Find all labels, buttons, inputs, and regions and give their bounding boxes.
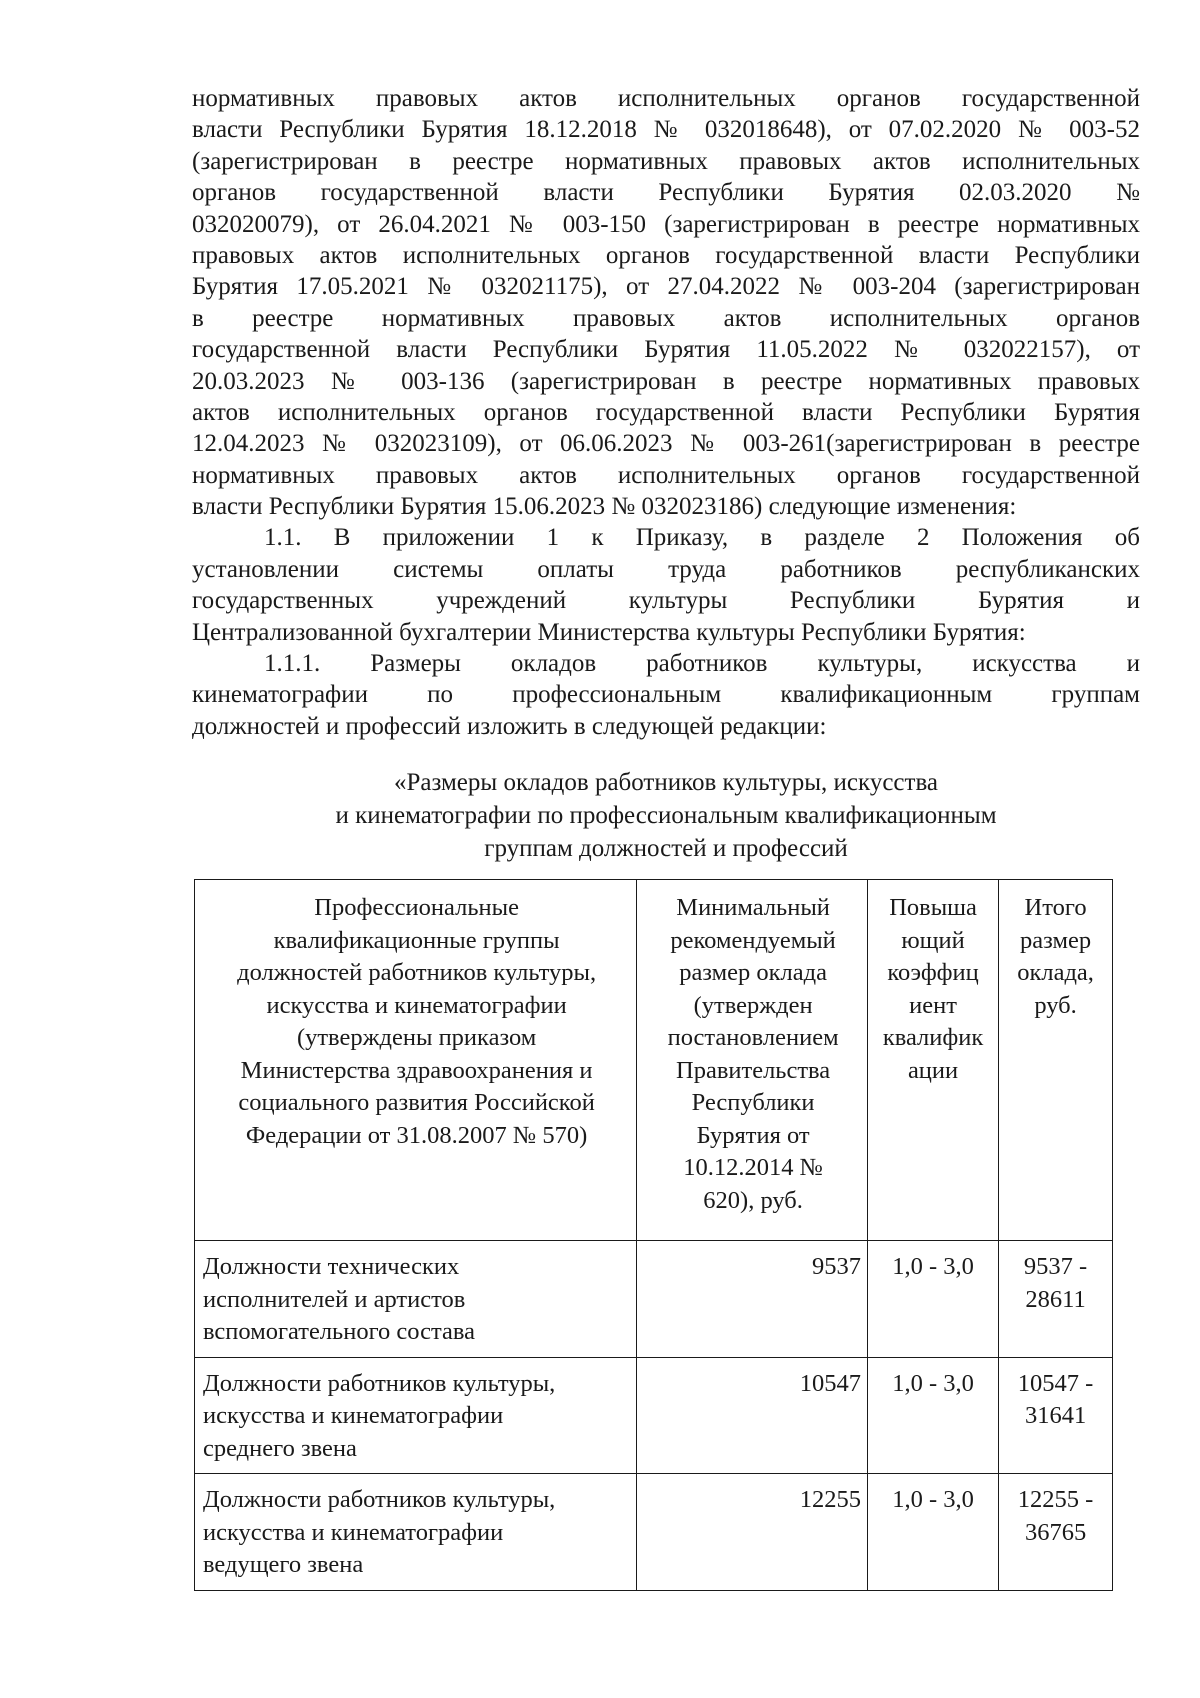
group-cell bbox=[195, 1241, 637, 1358]
clause-1-1-line: установлении системы оплаты труда работников республиканских bbox=[192, 555, 1140, 583]
header-line: Министерства здравоохранения и bbox=[240, 1056, 593, 1084]
header-line: 10.12.2014 № bbox=[683, 1154, 823, 1181]
paragraph-line: нормативных правовых актов исполнительных органов государственной bbox=[192, 461, 1140, 489]
group-cell bbox=[195, 1357, 637, 1474]
body-paragraph bbox=[192, 83, 1140, 742]
table-title-line: «Размеры окладов работников культуры, искусства bbox=[393, 769, 939, 796]
salary-table bbox=[194, 879, 1113, 1591]
table-header-row bbox=[195, 880, 1113, 1241]
min-salary-cell: 10547 bbox=[637, 1357, 868, 1474]
header-line: оклада, bbox=[1017, 959, 1094, 986]
total-line: 36765 bbox=[1024, 1518, 1087, 1546]
paragraph-line: 032020079), от 26.04.2021 № 003-150 (зарегистрирован в реестре нормативных bbox=[192, 210, 1140, 238]
header-total-salary bbox=[999, 880, 1113, 1241]
header-line: коэффиц bbox=[887, 959, 979, 986]
header-line: Республики bbox=[691, 1089, 815, 1116]
coefficient-cell: 1,0 - 3,0 bbox=[867, 1474, 998, 1591]
paragraph-line: государственной власти Республики Бурятия 11.05.2022 № 032022157), от bbox=[192, 336, 1140, 364]
total-cell bbox=[999, 1474, 1113, 1591]
header-line: (утверждены приказом bbox=[296, 1024, 537, 1051]
paragraph-line: органов государственной власти Республики Бурятия 02.03.2020 № bbox=[192, 179, 1140, 207]
paragraph-line: нормативных правовых актов исполнительных органов государственной bbox=[192, 85, 1140, 112]
total-line: 28611 bbox=[1025, 1285, 1086, 1313]
header-line: должностей работников культуры, bbox=[237, 959, 597, 986]
header-line: 620), руб. bbox=[703, 1186, 803, 1214]
table-title-line: группам должностей и профессий bbox=[484, 835, 848, 862]
group-line: Должности технических bbox=[203, 1253, 460, 1280]
coefficient-cell: 1,0 - 3,0 bbox=[867, 1357, 998, 1474]
total-line: 12255 - bbox=[1017, 1486, 1094, 1513]
clause-1-1-1-line: кинематографии по профессиональным квалификационным группам bbox=[192, 681, 1140, 709]
header-line: (утвержден bbox=[693, 991, 813, 1019]
paragraph-line: актов исполнительных органов государственной власти Республики Бурятия bbox=[192, 398, 1140, 426]
header-line: иент bbox=[909, 991, 957, 1019]
total-cell bbox=[999, 1241, 1113, 1358]
group-line: Должности работников культуры, bbox=[203, 1486, 556, 1513]
table-title bbox=[192, 766, 1140, 865]
header-line: ющий bbox=[901, 926, 965, 954]
paragraph-line: правовых актов исполнительных органов государственной власти Республики bbox=[192, 241, 1140, 269]
paragraph-line: власти Республики Бурятия 18.12.2018 № 032018648), от 07.02.2020 № 003-52 bbox=[192, 116, 1140, 144]
table-row bbox=[195, 1474, 1113, 1591]
header-line: размер оклада bbox=[679, 959, 827, 986]
header-line: квалифик bbox=[882, 1024, 984, 1051]
group-line: искусства и кинематографии bbox=[203, 1402, 504, 1429]
paragraph-line: (зарегистрирован в реестре нормативных правовых актов исполнительных bbox=[192, 147, 1140, 175]
table-title-line: и кинематографии по профессиональным квалификационным bbox=[335, 802, 997, 829]
paragraph-line: 20.03.2023 № 003-136 (зарегистрирован в реестре нормативных правовых bbox=[192, 367, 1140, 395]
header-min-salary bbox=[637, 880, 868, 1241]
header-line: Итого bbox=[1024, 894, 1087, 921]
header-line: квалификационные группы bbox=[273, 926, 560, 954]
paragraph-line: 12.04.2023 № 032023109), от 06.06.2023 № 003-261(зарегистрирован в реестре bbox=[192, 430, 1140, 458]
total-line: 9537 - bbox=[1023, 1253, 1088, 1280]
paragraph-line: в реестре нормативных правовых актов исполнительных органов bbox=[192, 304, 1140, 332]
header-line: искусства и кинематографии bbox=[266, 991, 567, 1019]
header-line: рекомендуемый bbox=[670, 926, 836, 954]
clause-1-1-line: 1.1. В приложении 1 к Приказу, в разделе 2 Положения об bbox=[264, 524, 1140, 552]
min-salary-cell: 9537 bbox=[637, 1241, 868, 1358]
group-line: среднего звена bbox=[203, 1434, 357, 1462]
header-line: Минимальный bbox=[676, 894, 830, 921]
paragraph-line: власти Республики Бурятия 15.06.2023 № 032023186) следующие изменения: bbox=[192, 493, 1017, 521]
header-line: Федерации от 31.08.2007 № 570) bbox=[245, 1121, 588, 1149]
clause-1-1-1-line: должностей и профессий изложить в следующей редакции: bbox=[192, 712, 827, 740]
table-row bbox=[195, 1357, 1113, 1474]
header-coefficient bbox=[867, 880, 998, 1241]
header-line: ации bbox=[907, 1056, 959, 1084]
total-line: 31641 bbox=[1024, 1402, 1087, 1429]
min-salary-cell: 12255 bbox=[637, 1474, 868, 1591]
total-cell bbox=[999, 1357, 1113, 1474]
group-line: исполнителей и артистов bbox=[203, 1285, 466, 1313]
header-line: Профессиональные bbox=[314, 894, 519, 921]
clause-1-1-1-line: 1.1.1. Размеры окладов работников культуры, искусства и bbox=[264, 650, 1140, 678]
header-line: размер bbox=[1020, 926, 1092, 954]
coefficient-cell: 1,0 - 3,0 bbox=[867, 1241, 998, 1358]
group-line: ведущего звена bbox=[203, 1551, 364, 1578]
group-cell bbox=[195, 1474, 637, 1591]
group-line: Должности работников культуры, bbox=[203, 1369, 556, 1397]
clause-1-1-line: Централизованной бухгалтерии Министерства культуры Республики Бурятия: bbox=[192, 618, 1026, 646]
header-line: Повыша bbox=[889, 894, 977, 921]
header-line: постановлением bbox=[667, 1024, 839, 1051]
table-row bbox=[195, 1241, 1113, 1358]
header-line: руб. bbox=[1034, 991, 1077, 1019]
total-line: 10547 - bbox=[1017, 1369, 1094, 1397]
header-line: социального развития Российской bbox=[238, 1089, 595, 1116]
clause-1-1-line: государственных учреждений культуры Республики Бурятия и bbox=[192, 587, 1140, 615]
header-line: Правительства bbox=[676, 1056, 831, 1084]
group-line: искусства и кинематографии bbox=[203, 1518, 504, 1546]
paragraph-line: Бурятия 17.05.2021 № 032021175), от 27.04.2022 № 003-204 (зарегистрирован bbox=[192, 273, 1140, 301]
header-qualification-groups bbox=[195, 880, 637, 1241]
group-line: вспомогательного состава bbox=[203, 1318, 476, 1345]
header-line: Бурятия от bbox=[696, 1121, 810, 1149]
